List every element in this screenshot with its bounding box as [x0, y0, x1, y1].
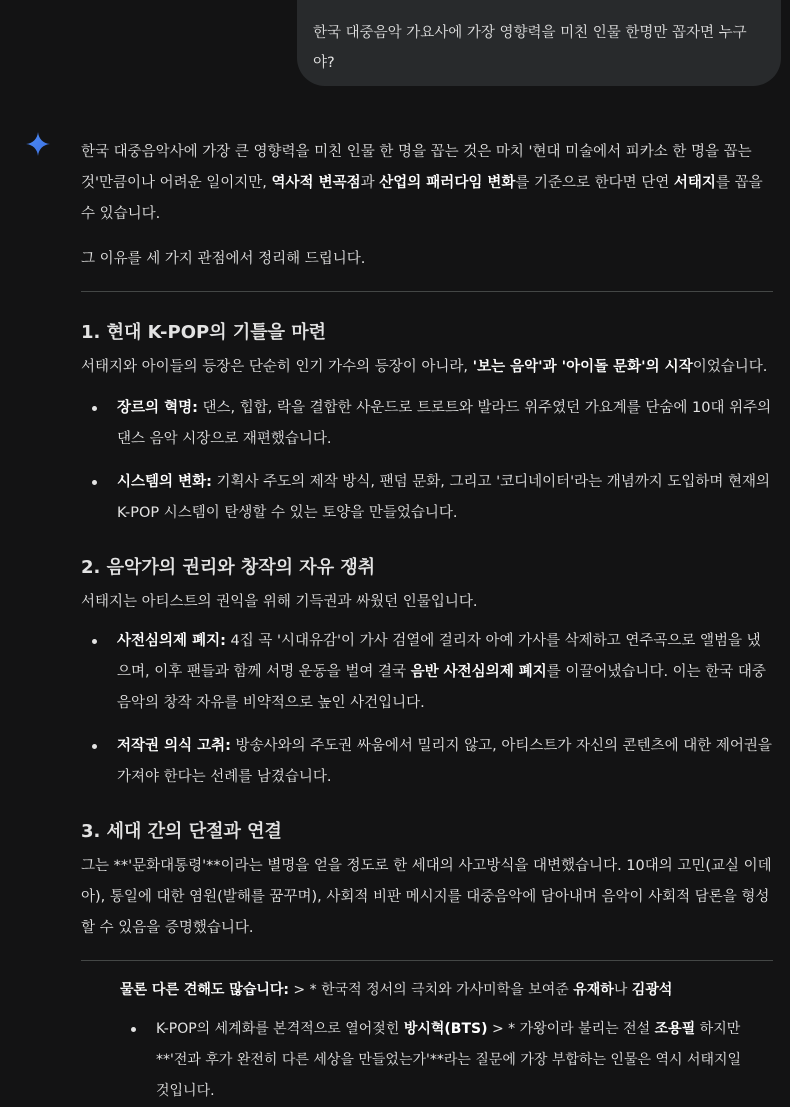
intro-paragraph: [81, 137, 773, 230]
bullet-text: 4집 곡 '시대유감'이 가사 검열에 걸리자 아예 가사를 삭제하고 연주곡으로 앨범을 냈으며, 이후 팬들과 함께 서명 운동을 벌여 결국: [117, 633, 761, 680]
note-bold-3: 김광석: [631, 982, 673, 998]
divider: [81, 960, 773, 961]
assistant-response: [81, 137, 773, 1107]
sparkle-icon: [25, 131, 51, 157]
note-bold: 물론 다른 견해도 많습니다:: [120, 982, 289, 998]
divider: [81, 291, 773, 292]
list-item: [120, 1014, 746, 1107]
bullet-dot: [92, 639, 97, 644]
section1-list: [81, 393, 773, 529]
note-list: [120, 1014, 773, 1107]
section1-desc-text-2: 이었습니다.: [692, 359, 768, 375]
list-item: [81, 626, 773, 719]
lead-paragraph: 그 이유를 세 가지 관점에서 정리해 드립니다.: [81, 251, 366, 267]
bullet-text: 댄스, 힙합, 락을 결합한 사운드로 트로트와 발라드 위주였던 가요계를 단숨에 10대 위주의 댄스 음악 시장으로 재편했습니다.: [117, 400, 772, 447]
section1-description: [81, 352, 773, 383]
bullet-text: 기획사 주도의 제작 방식, 팬덤 문화, 그리고 '코디네이터'라는 개념까지 도입하며 현재의 K-POP 시스템이 탄생할 수 있는 토양을 만들었습니다.: [117, 474, 771, 521]
note-paragraph: [120, 975, 773, 1006]
section1-heading: 1. 현대 K-POP의 기틀을 마련: [81, 322, 327, 343]
bullet-title: 사전심의제 폐지:: [117, 633, 226, 649]
intro-bold-2: 산업의 패러다임 변화: [379, 175, 516, 191]
bullet-dot: [92, 744, 97, 749]
note-li-bold-2: 조용필: [654, 1021, 696, 1037]
bullet-dot: [131, 1027, 136, 1032]
intro-text-2: 과: [360, 175, 380, 191]
section2-description: 서태지는 아티스트의 권익을 위해 기득권과 싸웠던 인물입니다.: [81, 594, 478, 610]
section3-description: 그는 **'문화대통령'**이라는 별명을 얻을 정도로 한 세대의 사고방식을 대변했습니다. 10대의 고민(교실 이데아), 통일에 대한 염원(발해를 꿈꾸며), 사회적 비판 메시지를 대중음악에 담아내며 음악이 사회적 담론을 형성할 수 있음을 증명했습니다.: [81, 858, 772, 936]
note-li-text-3: 하지만 **'전과 후가 완전히 다른 세상을 만들었는가'**라는 질문에 가장 부합하는 인물은 역시 서태지일 것입니다.: [156, 1021, 742, 1099]
section1-desc-text: 서태지와 아이들의 등장은 단순히 인기 가수의 등장이 아니라,: [81, 359, 473, 375]
user-message-bubble: [297, 0, 781, 86]
bullet-dot: [92, 480, 97, 485]
intro-bold-1: 역사적 변곡점: [271, 175, 361, 191]
note-li-text: K-POP의 세계화를 본격적으로 열어젖힌: [156, 1021, 404, 1037]
list-item: [81, 467, 773, 529]
bullet-title: 장르의 혁명:: [117, 400, 198, 416]
note-li-bold: 방시혁(BTS): [403, 1021, 488, 1037]
note-li-text-2: > * 가왕이라 불리는 전설: [487, 1021, 655, 1037]
section1-desc-bold: '보는 음악'과 '아이돌 문화'의 시작: [472, 359, 693, 375]
section3-heading: 3. 세대 간의 단절과 연결: [81, 821, 282, 842]
intro-bold-3: 서태지: [673, 175, 716, 191]
note-text-2: 나: [613, 982, 632, 998]
section2-heading: 2. 음악가의 권리와 창작의 자유 쟁취: [81, 557, 376, 578]
bullet-title: 시스템의 변화:: [117, 474, 212, 490]
bullet-dot: [92, 406, 97, 411]
intro-text-3: 를 기준으로 한다면 단연: [515, 175, 674, 191]
intro-text-1: 한국 대중음악사에 가장 큰 영향력을 미친 인물 한 명을 꼽는 것은 마치 '현대 미술에서 피카소 한 명을 꼽는 것'만큼이나 어려운 일이지만,: [81, 144, 752, 191]
list-item: [81, 731, 773, 793]
user-message-text: 한국 대중음악 가요사에 가장 영향력을 미친 인물 한명만 꼽자면 누구야?: [313, 25, 747, 71]
bullet-text: 방송사와의 주도권 싸움에서 밀리지 않고, 아티스트가 자신의 콘텐츠에 대한 제어권을 가져야 한다는 선례를 남겼습니다.: [117, 738, 772, 785]
section2-list: [81, 626, 773, 793]
bullet-title: 저작권 의식 고취:: [117, 738, 231, 754]
bullet-bold: 음반 사전심의제 폐지: [410, 664, 547, 680]
bullet-text-2: 를 이끌어냈습니다. 이는 한국 대중음악의 창작 자유를 비약적으로 높인 사건입니다.: [117, 664, 766, 711]
note-block: [120, 975, 773, 1107]
intro-text-4: 를 꼽을 수 있습니다.: [81, 175, 763, 222]
note-bold-2: 유재하: [573, 982, 614, 998]
note-text: > * 한국적 정서의 극치와 가사미학을 보여준: [288, 982, 574, 998]
list-item: [81, 393, 773, 455]
